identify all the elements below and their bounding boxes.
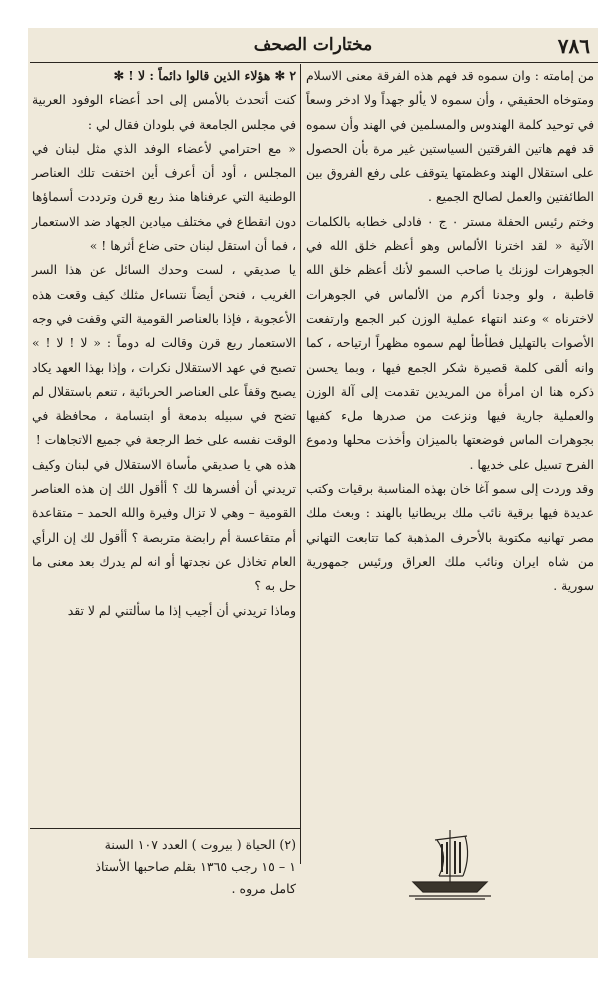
page-header (28, 34, 598, 62)
header-rule (30, 62, 598, 63)
left-column (32, 64, 296, 623)
footnote-rule (30, 828, 300, 829)
ship-ornament-icon (405, 826, 495, 902)
right-paragraph-1: من إمامته : وان سموه قد فهم هذه الفرقة معنى الاسلام ومتوخاه الحقيقي ، وأن سموه لا يألو جهداً ولا ادخر وسعاً في توحيد كلمة الهندوس والمسلمين في الهند وأن سموه قد فهم هاتين الفرقتين السياستين غير مرة بأن الحصول على استقلال الهند وعظمتها يتوقف على رفع الفروق بين الطائفتين والعمل لصالح الجميع . (306, 68, 594, 205)
footnote-line-3: كامل مروه . (231, 881, 296, 896)
right-paragraph-3: وقد وردت إلى سمو آغا خان بهذه المناسبة برقيات وكتب عديدة فيها برقية نائب ملك بريطانيا بالهند : وبعث ملك مصر تهانيه مكتوبة بالأحرف المذهبة كما تتابعت التهاني من شاه ايران ونائب ملك العراق ورئيس جمهورية سورية . (306, 481, 594, 594)
left-paragraph-1: كنت أتحدث بالأمس إلى احد أعضاء الوفود العربية في مجلس الجامعة في بلودان فقال لي : (32, 92, 296, 132)
left-paragraph-5: وماذا تريدني أن أجيب إذا ما سألتني لم لا تقد (67, 602, 296, 618)
page-number: ٧٨٦ (557, 34, 590, 58)
footnote-line-1: (٢) الحياة ( بيروت ) العدد ١٠٧ السنة (104, 837, 296, 852)
column-divider (300, 64, 301, 864)
running-title: مختارات الصحف (253, 35, 373, 55)
footnote-line-2: ١ – ١٥ رجب ١٣٦٥ بقلم صاحبها الأستاذ (95, 859, 296, 874)
article-title: ٢ ✻ هؤلاء الذين قالوا دائماً : لا ! ✻ (113, 68, 296, 83)
right-paragraph-2: وختم رئيس الحفلة مستر ٠ ج ٠ فادلى خطابه بالكلمات الآتية « لقد اخترنا الألماس وهو أعظم خلق الله في الجوهرات لوزنك يا صاحب السمو لأنك أعظم خلق الله قاطبة ، ولو وجدنا أكرم من الألماس في الجوهرات لاخترناه » وعند انتهاء عملية الوزن كبر الجمع وارتفعت الأصوات بالتهليل فطأطأ لهم سموه مظهراً ارتياحه ، كما وانه ألقى كلمة قصيرة شكر الجمع فيها ، وبما يحسن ذكره هنا ان امرأة من المريدين تقدمت إلى آلة الوزن والعملية جارية فيها ونزعت من صدرها ملء كفيها بجوهرات الماس فوضعتها بالميزان وأخذت محلها ودموع الفرح تسيل على خديها . (306, 213, 594, 472)
left-paragraph-2: « مع احترامي لأعضاء الوفد الذي مثل لبنان في المجلس ، أود أن أعرف أين اختفت تلك العناصر الوطنية التي عرفناها منذ ربع قرن وترددت أسماؤها دون انقطاع في مختلف ميادين الجهاد ضد الاستعمار ، فما أن استقل لبنان حتى ضاع أثرها ! » (32, 140, 296, 254)
right-column (306, 64, 594, 599)
footnote (30, 834, 296, 900)
left-paragraph-3: يا صديقي ، لست وحدك السائل عن هذا السر الغريب ، فنحن أيضاً نتساءل مثلك كيف وقعت هذه الأعجوبة ، فإذا بالعناصر القومية التي وقفت في وجه الاستعمار ربع قرن وقالت له دوماً : « لا ! لا ! » تصبح في عهد الاستقلال نكرات ، وإذا بهذا العهد يكاد يصبح وقفاً على العناصر الحربائية ، تنعم باستقلال لم تضح في سبيله بدمعة أو ابتسامة ، محافظة في الوقت نفسه على خط الرجعة في جميع الاتجاهات ! (32, 262, 296, 448)
left-paragraph-4: هذه هي يا صديقي مأساة الاستقلال في لبنان وكيف تريدني أن أفسرها لك ؟ أأقول الك إن هذه العناصر القومية – وهي لا تزال وفيرة والله الحمد – متقاعدة أم متقاعسة أم رابضة متربصة ؟ أأقول لك إن الرأي العام تخاذل عن نجدتها أو انه لم يدرك بعد معنى ما حل به ؟ (32, 456, 296, 594)
